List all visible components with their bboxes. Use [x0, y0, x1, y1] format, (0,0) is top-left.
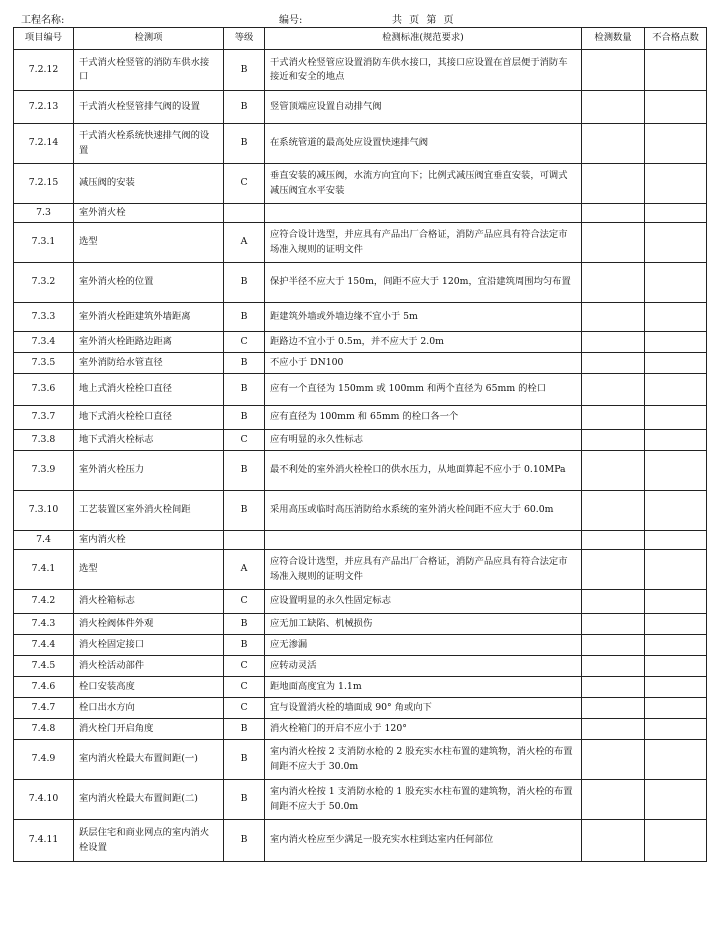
cell-code: 7.4.4	[14, 635, 74, 656]
cell-code: 7.3.2	[14, 263, 74, 303]
cell-failures	[645, 332, 707, 353]
table-row	[14, 656, 707, 677]
cell-quantity	[582, 451, 645, 491]
cell-failures	[645, 491, 707, 531]
cell-grade: B	[224, 374, 265, 406]
cell-item: 地上式消火栓栓口直径	[74, 374, 224, 406]
cell-item: 消火栓固定接口	[74, 635, 224, 656]
cell-item: 消火栓箱标志	[74, 590, 224, 614]
cell-quantity	[582, 91, 645, 124]
table-row	[14, 50, 707, 91]
table-row	[14, 451, 707, 491]
cell-item: 栓口安装高度	[74, 677, 224, 698]
cell-standard: 保护半径不应大于 150m，间距不应大于 120m，宜沿建筑周围均匀布置	[265, 263, 582, 303]
cell-item: 室外消火栓的位置	[74, 263, 224, 303]
cell-failures	[645, 590, 707, 614]
cell-code: 7.4	[14, 531, 74, 550]
table-row	[14, 353, 707, 374]
cell-quantity	[582, 550, 645, 590]
cell-grade: B	[224, 740, 265, 780]
cell-grade: C	[224, 332, 265, 353]
table-row	[14, 430, 707, 451]
table-row	[14, 491, 707, 531]
cell-standard: 在系统管道的最高处应设置快速排气阀	[265, 124, 582, 164]
cell-failures	[645, 91, 707, 124]
cell-item: 减压阀的安装	[74, 164, 224, 204]
cell-failures	[645, 303, 707, 332]
cell-grade: B	[224, 406, 265, 430]
page-header	[0, 7, 719, 29]
cell-quantity	[582, 406, 645, 430]
cell-code: 7.3.4	[14, 332, 74, 353]
cell-standard: 宜与设置消火栓的墙面成 90° 角或向下	[265, 698, 582, 719]
cell-code: 7.4.8	[14, 719, 74, 740]
table-row	[14, 374, 707, 406]
table-row	[14, 614, 707, 635]
cell-standard: 应设置明显的永久性固定标志	[265, 590, 582, 614]
cell-quantity	[582, 656, 645, 677]
cell-grade: A	[224, 550, 265, 590]
table-row	[14, 91, 707, 124]
cell-standard: 室内消火栓按 2 支消防水枪的 2 股充实水柱布置的建筑物，消火栓的布置间距不应大于 30.0m	[265, 740, 582, 780]
cell-item: 消火栓阀体件外观	[74, 614, 224, 635]
cell-standard: 距路边不宜小于 0.5m，并不应大于 2.0m	[265, 332, 582, 353]
cell-quantity	[582, 635, 645, 656]
cell-failures	[645, 164, 707, 204]
cell-standard: 距建筑外墙或外墙边缘不宜小于 5m	[265, 303, 582, 332]
cell-item: 室内消火栓	[74, 531, 224, 550]
table-row	[14, 303, 707, 332]
cell-code: 7.4.1	[14, 550, 74, 590]
cell-code: 7.2.15	[14, 164, 74, 204]
cell-code: 7.4.7	[14, 698, 74, 719]
cell-code: 7.4.9	[14, 740, 74, 780]
cell-grade: B	[224, 635, 265, 656]
cell-code: 7.3.5	[14, 353, 74, 374]
cell-standard	[265, 204, 582, 223]
cell-standard: 干式消火栓竖管应设置消防车供水接口，其接口应设置在首层便于消防车接近和安全的地点	[265, 50, 582, 91]
cell-grade	[224, 204, 265, 223]
cell-code: 7.3	[14, 204, 74, 223]
cell-code: 7.2.12	[14, 50, 74, 91]
cell-failures	[645, 204, 707, 223]
cell-failures	[645, 406, 707, 430]
cell-quantity	[582, 677, 645, 698]
cell-standard: 距地面高度宜为 1.1m	[265, 677, 582, 698]
table-row	[14, 406, 707, 430]
table-row	[14, 677, 707, 698]
cell-failures	[645, 50, 707, 91]
cell-grade: C	[224, 430, 265, 451]
cell-quantity	[582, 332, 645, 353]
table-body	[14, 50, 707, 862]
inspection-table	[13, 27, 707, 862]
cell-code: 7.4.10	[14, 780, 74, 820]
cell-code: 7.3.6	[14, 374, 74, 406]
cell-code: 7.4.2	[14, 590, 74, 614]
project-name-label: 工程名称:	[21, 15, 65, 26]
cell-standard: 应有一个直径为 150mm 或 100mm 和两个直径为 65mm 的栓口	[265, 374, 582, 406]
cell-standard: 应有明显的永久性标志	[265, 430, 582, 451]
cell-item: 室内消火栓最大布置间距(一)	[74, 740, 224, 780]
table-row	[14, 740, 707, 780]
cell-standard: 最不利处的室外消火栓栓口的供水压力，从地面算起不应小于 0.10MPa	[265, 451, 582, 491]
record-number-label: 编号:	[279, 15, 303, 26]
cell-grade: C	[224, 656, 265, 677]
table-row	[14, 780, 707, 820]
cell-failures	[645, 451, 707, 491]
cell-standard: 室内消火栓应至少满足一股充实水柱到达室内任何部位	[265, 820, 582, 862]
cell-failures	[645, 820, 707, 862]
cell-item: 室外消火栓距路边距离	[74, 332, 224, 353]
table-header-row	[14, 28, 707, 50]
table-row	[14, 590, 707, 614]
cell-quantity	[582, 614, 645, 635]
cell-failures	[645, 263, 707, 303]
cell-quantity	[582, 780, 645, 820]
cell-failures	[645, 531, 707, 550]
table-row	[14, 204, 707, 223]
cell-quantity	[582, 531, 645, 550]
cell-quantity	[582, 50, 645, 91]
cell-code: 7.3.8	[14, 430, 74, 451]
cell-item: 室外消火栓压力	[74, 451, 224, 491]
cell-quantity	[582, 204, 645, 223]
cell-quantity	[582, 590, 645, 614]
cell-grade: B	[224, 820, 265, 862]
cell-item: 干式消火栓系统快速排气阀的设置	[74, 124, 224, 164]
cell-failures	[645, 614, 707, 635]
cell-code: 7.2.13	[14, 91, 74, 124]
cell-failures	[645, 374, 707, 406]
cell-standard: 竖管顶端应设置自动排气阀	[265, 91, 582, 124]
cell-standard: 应无渗漏	[265, 635, 582, 656]
cell-grade: C	[224, 698, 265, 719]
cell-quantity	[582, 223, 645, 263]
cell-failures	[645, 719, 707, 740]
table-row	[14, 223, 707, 263]
table-row	[14, 719, 707, 740]
cell-failures	[645, 740, 707, 780]
cell-failures	[645, 677, 707, 698]
cell-grade: B	[224, 124, 265, 164]
cell-grade: B	[224, 91, 265, 124]
cell-code: 7.4.11	[14, 820, 74, 862]
cell-quantity	[582, 374, 645, 406]
cell-item: 选型	[74, 223, 224, 263]
cell-item: 地下式消火栓栓口直径	[74, 406, 224, 430]
cell-quantity	[582, 303, 645, 332]
cell-item: 室内消火栓最大布置间距(二)	[74, 780, 224, 820]
cell-code: 7.4.5	[14, 656, 74, 677]
cell-failures	[645, 635, 707, 656]
cell-grade: B	[224, 780, 265, 820]
cell-item: 栓口出水方向	[74, 698, 224, 719]
cell-grade: B	[224, 491, 265, 531]
cell-failures	[645, 223, 707, 263]
column-header-code: 项目编号	[14, 28, 74, 50]
column-header-grade: 等级	[224, 28, 265, 50]
table-row	[14, 332, 707, 353]
cell-standard: 应无加工缺陷、机械损伤	[265, 614, 582, 635]
cell-standard	[265, 531, 582, 550]
cell-code: 7.3.10	[14, 491, 74, 531]
cell-failures	[645, 353, 707, 374]
cell-item: 消火栓门开启角度	[74, 719, 224, 740]
cell-item: 跃层住宅和商业网点的室内消火栓设置	[74, 820, 224, 862]
cell-grade: B	[224, 719, 265, 740]
cell-grade: B	[224, 451, 265, 491]
cell-quantity	[582, 698, 645, 719]
cell-grade: C	[224, 164, 265, 204]
cell-standard: 消火栓箱门的开启不应小于 120°	[265, 719, 582, 740]
column-header-item: 检测项	[74, 28, 224, 50]
cell-grade: C	[224, 590, 265, 614]
cell-standard: 应转动灵活	[265, 656, 582, 677]
table-row	[14, 550, 707, 590]
cell-code: 7.4.3	[14, 614, 74, 635]
cell-standard: 应符合设计选型，并应具有产品出厂合格证，消防产品应具有符合法定市场准入规则的证明文件	[265, 550, 582, 590]
cell-grade: B	[224, 263, 265, 303]
cell-standard: 采用高压或临时高压消防给水系统的室外消火栓间距不应大于 60.0m	[265, 491, 582, 531]
cell-grade: A	[224, 223, 265, 263]
cell-item: 室外消火栓	[74, 204, 224, 223]
table-row	[14, 124, 707, 164]
table-row	[14, 698, 707, 719]
column-header-standard: 检测标准(规范要求)	[265, 28, 582, 50]
cell-code: 7.3.9	[14, 451, 74, 491]
cell-code: 7.4.6	[14, 677, 74, 698]
cell-quantity	[582, 430, 645, 451]
table-row	[14, 531, 707, 550]
cell-quantity	[582, 491, 645, 531]
cell-item: 地下式消火栓标志	[74, 430, 224, 451]
cell-item: 工艺装置区室外消火栓间距	[74, 491, 224, 531]
cell-item: 干式消火栓竖管排气阀的设置	[74, 91, 224, 124]
cell-grade: B	[224, 50, 265, 91]
cell-quantity	[582, 164, 645, 204]
cell-quantity	[582, 263, 645, 303]
page-count-label: 共 页 第 页	[392, 15, 456, 26]
cell-grade: B	[224, 353, 265, 374]
cell-quantity	[582, 719, 645, 740]
cell-standard: 应有直径为 100mm 和 65mm 的栓口各一个	[265, 406, 582, 430]
cell-grade: B	[224, 614, 265, 635]
column-header-quantity: 检测数量	[582, 28, 645, 50]
table-row	[14, 635, 707, 656]
cell-standard: 室内消火栓按 1 支消防水枪的 1 股充实水柱布置的建筑物，消火栓的布置间距不应大于 50.0m	[265, 780, 582, 820]
cell-quantity	[582, 740, 645, 780]
cell-item: 消火栓活动部件	[74, 656, 224, 677]
cell-failures	[645, 430, 707, 451]
cell-standard: 应符合设计选型，并应具有产品出厂合格证，消防产品应具有符合法定市场准入规则的证明文件	[265, 223, 582, 263]
cell-failures	[645, 780, 707, 820]
cell-code: 7.3.7	[14, 406, 74, 430]
cell-standard: 不应小于 DN100	[265, 353, 582, 374]
cell-failures	[645, 124, 707, 164]
cell-failures	[645, 550, 707, 590]
cell-grade: C	[224, 677, 265, 698]
cell-item: 室外消火栓距建筑外墙距离	[74, 303, 224, 332]
cell-item: 选型	[74, 550, 224, 590]
cell-failures	[645, 698, 707, 719]
cell-code: 7.2.14	[14, 124, 74, 164]
cell-grade: B	[224, 303, 265, 332]
table-row	[14, 164, 707, 204]
cell-standard: 垂直安装的减压阀，水流方向宜向下；比例式减压阀宜垂直安装，可调式减压阀宜水平安装	[265, 164, 582, 204]
table-row	[14, 263, 707, 303]
cell-quantity	[582, 353, 645, 374]
cell-item: 室外消防给水管直径	[74, 353, 224, 374]
cell-item: 干式消火栓竖管的消防车供水接口	[74, 50, 224, 91]
column-header-failures: 不合格点数	[645, 28, 707, 50]
cell-code: 7.3.1	[14, 223, 74, 263]
cell-grade	[224, 531, 265, 550]
cell-quantity	[582, 820, 645, 862]
cell-failures	[645, 656, 707, 677]
table-row	[14, 820, 707, 862]
cell-quantity	[582, 124, 645, 164]
cell-code: 7.3.3	[14, 303, 74, 332]
